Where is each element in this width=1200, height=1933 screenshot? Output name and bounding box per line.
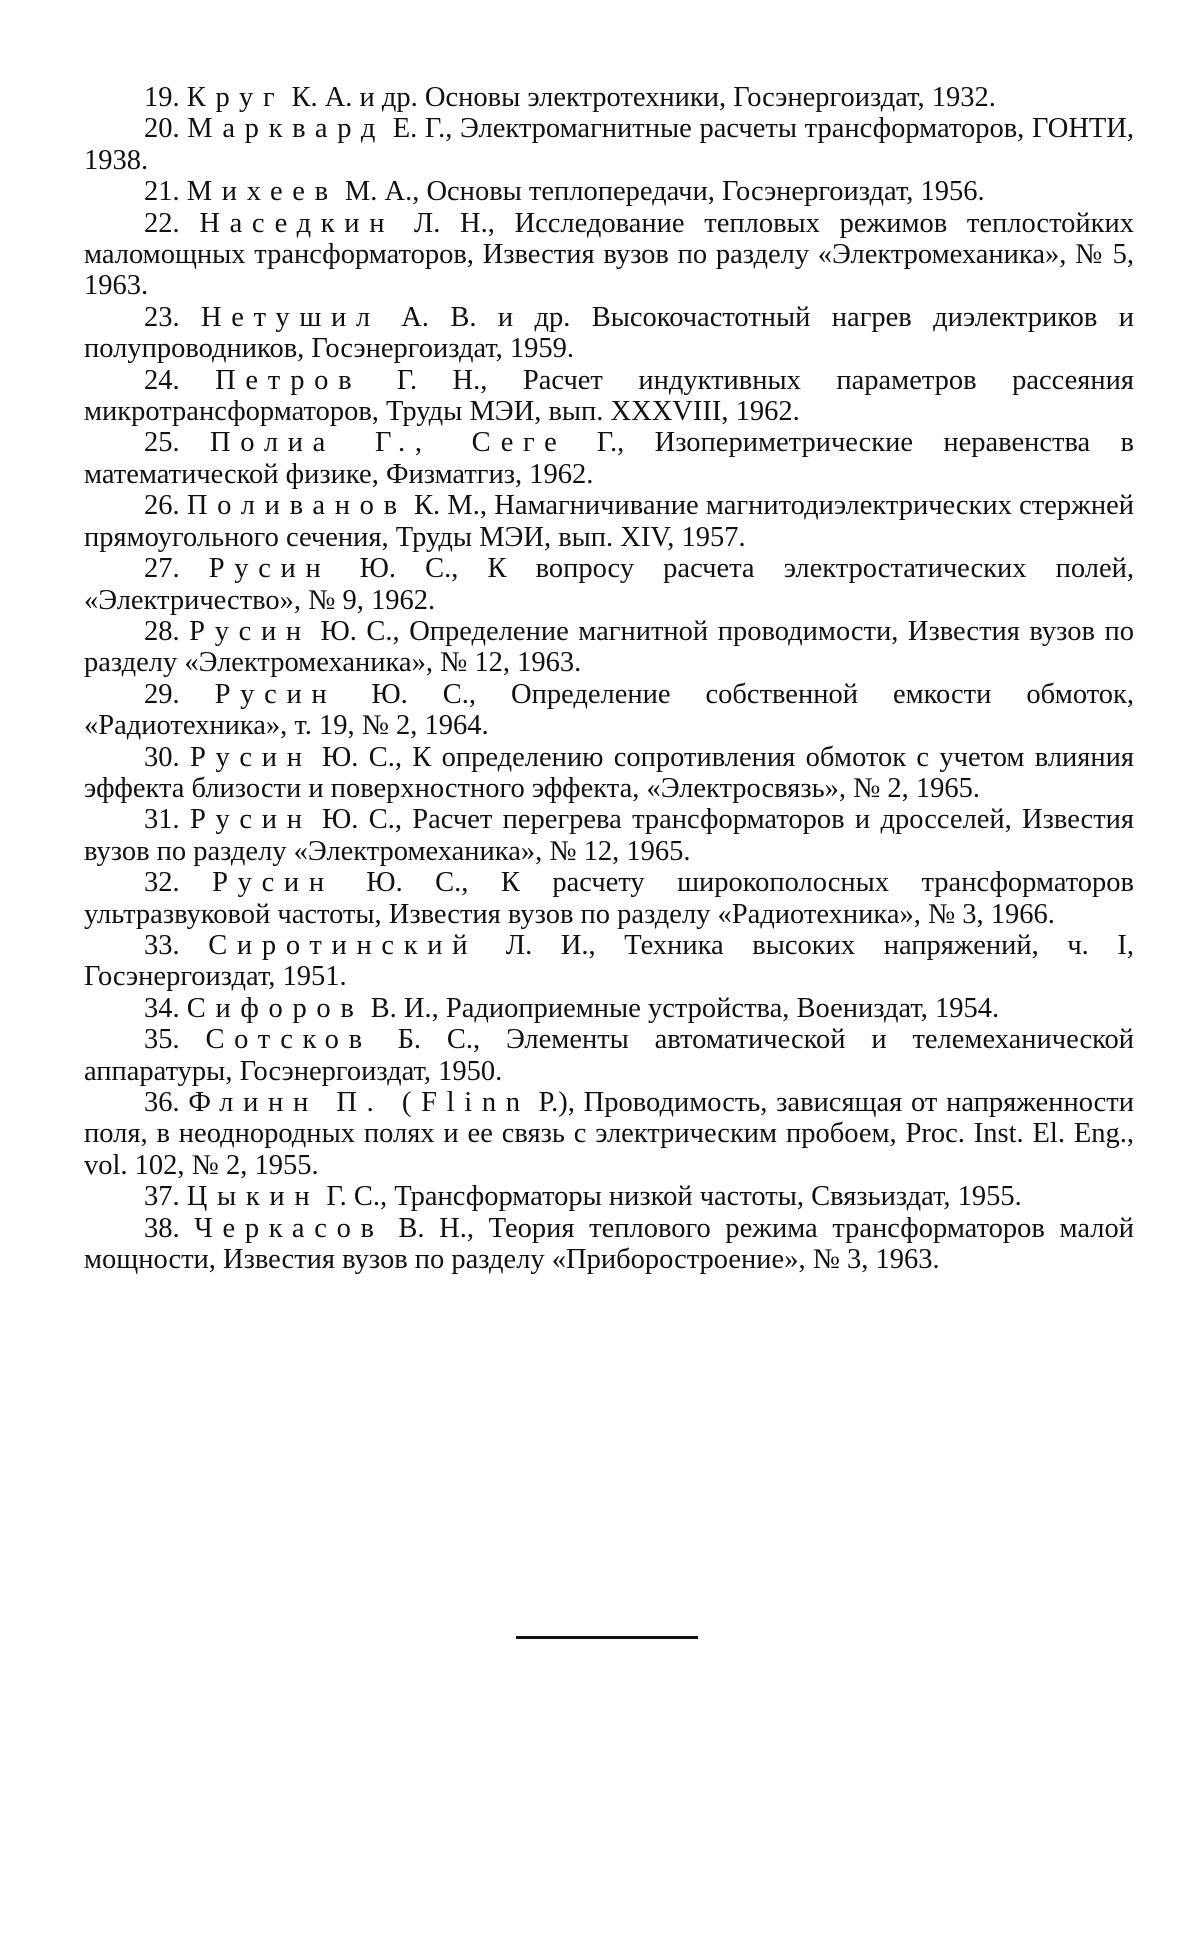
reference-text: М. А., Основы теплопередачи, Госэнергоиздат, 1956.: [345, 176, 985, 207]
reference-author: Русин: [209, 553, 331, 584]
reference-item: [84, 365, 1134, 428]
reference-author: Русин: [212, 867, 334, 898]
reference-author: Наседкин: [199, 208, 394, 239]
reference-item: [84, 742, 1134, 805]
reference-author: Русин: [189, 616, 311, 647]
reference-text: Г. С., Трансформаторы низкой частоты, Связьиздат, 1955.: [326, 1181, 1021, 1212]
reference-author: Нетушил: [201, 302, 380, 333]
reference-number: 28.: [144, 616, 180, 647]
reference-author: Сифоров: [187, 993, 364, 1024]
reference-number: 27.: [144, 553, 180, 584]
reference-item: [84, 930, 1134, 993]
reference-number: 22.: [144, 208, 180, 239]
reference-item: [84, 82, 1134, 113]
reference-author: Марквард: [187, 113, 385, 144]
reference-author: Петров: [215, 365, 361, 396]
reference-text: К. М., Намагничивание магнитодиэлектрических стержней прямоугольного сечения, Труды МЭИ, вып. XIV, 1957.: [84, 490, 1134, 552]
reference-number: 35.: [144, 1024, 180, 1055]
reference-author: Флинн П. (Flinn: [188, 1087, 529, 1118]
reference-text: Ю. С., К расчету широкополосных трансформаторов ультразвуковой частоты, Известия вузов по разделу «Радиотехника», № 3, 1966.: [84, 867, 1134, 929]
reference-text: Ю. С., Определение магнитной проводимости, Известия вузов по разделу «Электромеханика», № 12, 1963.: [84, 616, 1134, 678]
reference-text: Л. Н., Исследование тепловых режимов теплостойких маломощных трансформаторов, Известия вузов по разделу «Электромеханика», № 5, 1963.: [84, 208, 1134, 302]
reference-author: Поливанов: [187, 490, 407, 521]
reference-author: Цыкин: [187, 1181, 320, 1212]
reference-number: 34.: [144, 993, 180, 1024]
reference-text: Е. Г., Электромагнитные расчеты трансформаторов, ГОНТИ, 1938.: [84, 113, 1134, 175]
reference-item: [84, 553, 1134, 616]
reference-text: Ю. С., К определению сопротивления обмоток с учетом влияния эффекта близости и поверхностного эффекта, «Электросвязь», № 2, 1965.: [84, 742, 1134, 804]
reference-item: [84, 427, 1134, 490]
reference-number: 38.: [144, 1213, 180, 1244]
reference-text: Г., Изопериметрические неравенства в математической физике, Физматгиз, 1962.: [84, 427, 1134, 489]
reference-text: В. И., Радиоприемные устройства, Воениздат, 1954.: [371, 993, 999, 1024]
reference-number: 20.: [144, 113, 180, 144]
reference-number: 36.: [144, 1087, 180, 1118]
end-of-section-rule: [516, 1636, 698, 1639]
reference-text: Г. Н., Расчет индуктивных параметров рассеяния микротрансформаторов, Труды МЭИ, вып. XXXVIII, 1962.: [84, 365, 1134, 427]
reference-author: Полиа Г., Сеге: [210, 427, 566, 458]
reference-author: Сиротинский: [208, 930, 477, 961]
reference-number: 32.: [144, 867, 180, 898]
reference-item: [84, 1181, 1134, 1212]
reference-item: [84, 804, 1134, 867]
reference-item: [84, 867, 1134, 930]
reference-item: [84, 208, 1134, 302]
reference-item: [84, 176, 1134, 207]
reference-number: 30.: [144, 742, 180, 773]
reference-author: Михеев: [187, 176, 338, 207]
reference-text: P.), Проводимость, зависящая от напряженности поля, в неоднородных полях и ее связь с электрическим пробоем, Proc. Inst. El. Eng., vol. 102, № 2, 1955.: [84, 1087, 1134, 1181]
reference-item: [84, 1213, 1134, 1276]
reference-number: 33.: [144, 930, 180, 961]
reference-number: 37.: [144, 1181, 180, 1212]
reference-item: [84, 616, 1134, 679]
reference-list: [84, 82, 1134, 1275]
reference-text: Ю. С., К вопросу расчета электростатических полей, «Электричество», № 9, 1962.: [84, 553, 1134, 615]
reference-author: Черкасов: [194, 1213, 383, 1244]
reference-text: Л. И., Техника высоких напряжений, ч. I, Госэнергоиздат, 1951.: [84, 930, 1134, 992]
reference-author: Русин: [190, 804, 312, 835]
reference-item: [84, 113, 1134, 176]
reference-number: 25.: [144, 427, 180, 458]
reference-text: В. Н., Теория теплового режима трансформаторов малой мощности, Известия вузов по разделу «Приборостроение», № 3, 1963.: [84, 1213, 1134, 1275]
reference-number: 21.: [144, 176, 180, 207]
reference-item: [84, 1087, 1134, 1181]
reference-number: 26.: [144, 490, 180, 521]
reference-number: 24.: [144, 365, 180, 396]
reference-text: Ю. С., Расчет перегрева трансформаторов и дросселей, Известия вузов по разделу «Электромеханика», № 12, 1965.: [84, 804, 1134, 866]
reference-author: Русин: [215, 679, 337, 710]
reference-text: Ю. С., Определение собственной емкости обмоток, «Радиотехника», т. 19, № 2, 1964.: [84, 679, 1134, 741]
reference-item: [84, 679, 1134, 742]
reference-text: К. А. и др. Основы электротехники, Госэнергоиздат, 1932.: [291, 82, 995, 113]
reference-number: 23.: [144, 302, 180, 333]
reference-number: 29.: [144, 679, 180, 710]
reference-author: Сотсков: [205, 1024, 371, 1055]
reference-author: Круг: [187, 82, 285, 113]
reference-item: [84, 993, 1134, 1024]
reference-text: А. В. и др. Высокочастотный нагрев диэлектриков и полупроводников, Госэнергоиздат, 1959.: [84, 302, 1134, 364]
reference-text: Б. С., Элементы автоматической и телемеханической аппаратуры, Госэнергоиздат, 1950.: [84, 1024, 1134, 1086]
reference-item: [84, 1024, 1134, 1087]
reference-number: 31.: [144, 804, 180, 835]
reference-item: [84, 490, 1134, 553]
reference-item: [84, 302, 1134, 365]
reference-author: Русин: [190, 742, 312, 773]
reference-number: 19.: [144, 82, 180, 113]
reference-list-page: [84, 82, 1134, 1275]
